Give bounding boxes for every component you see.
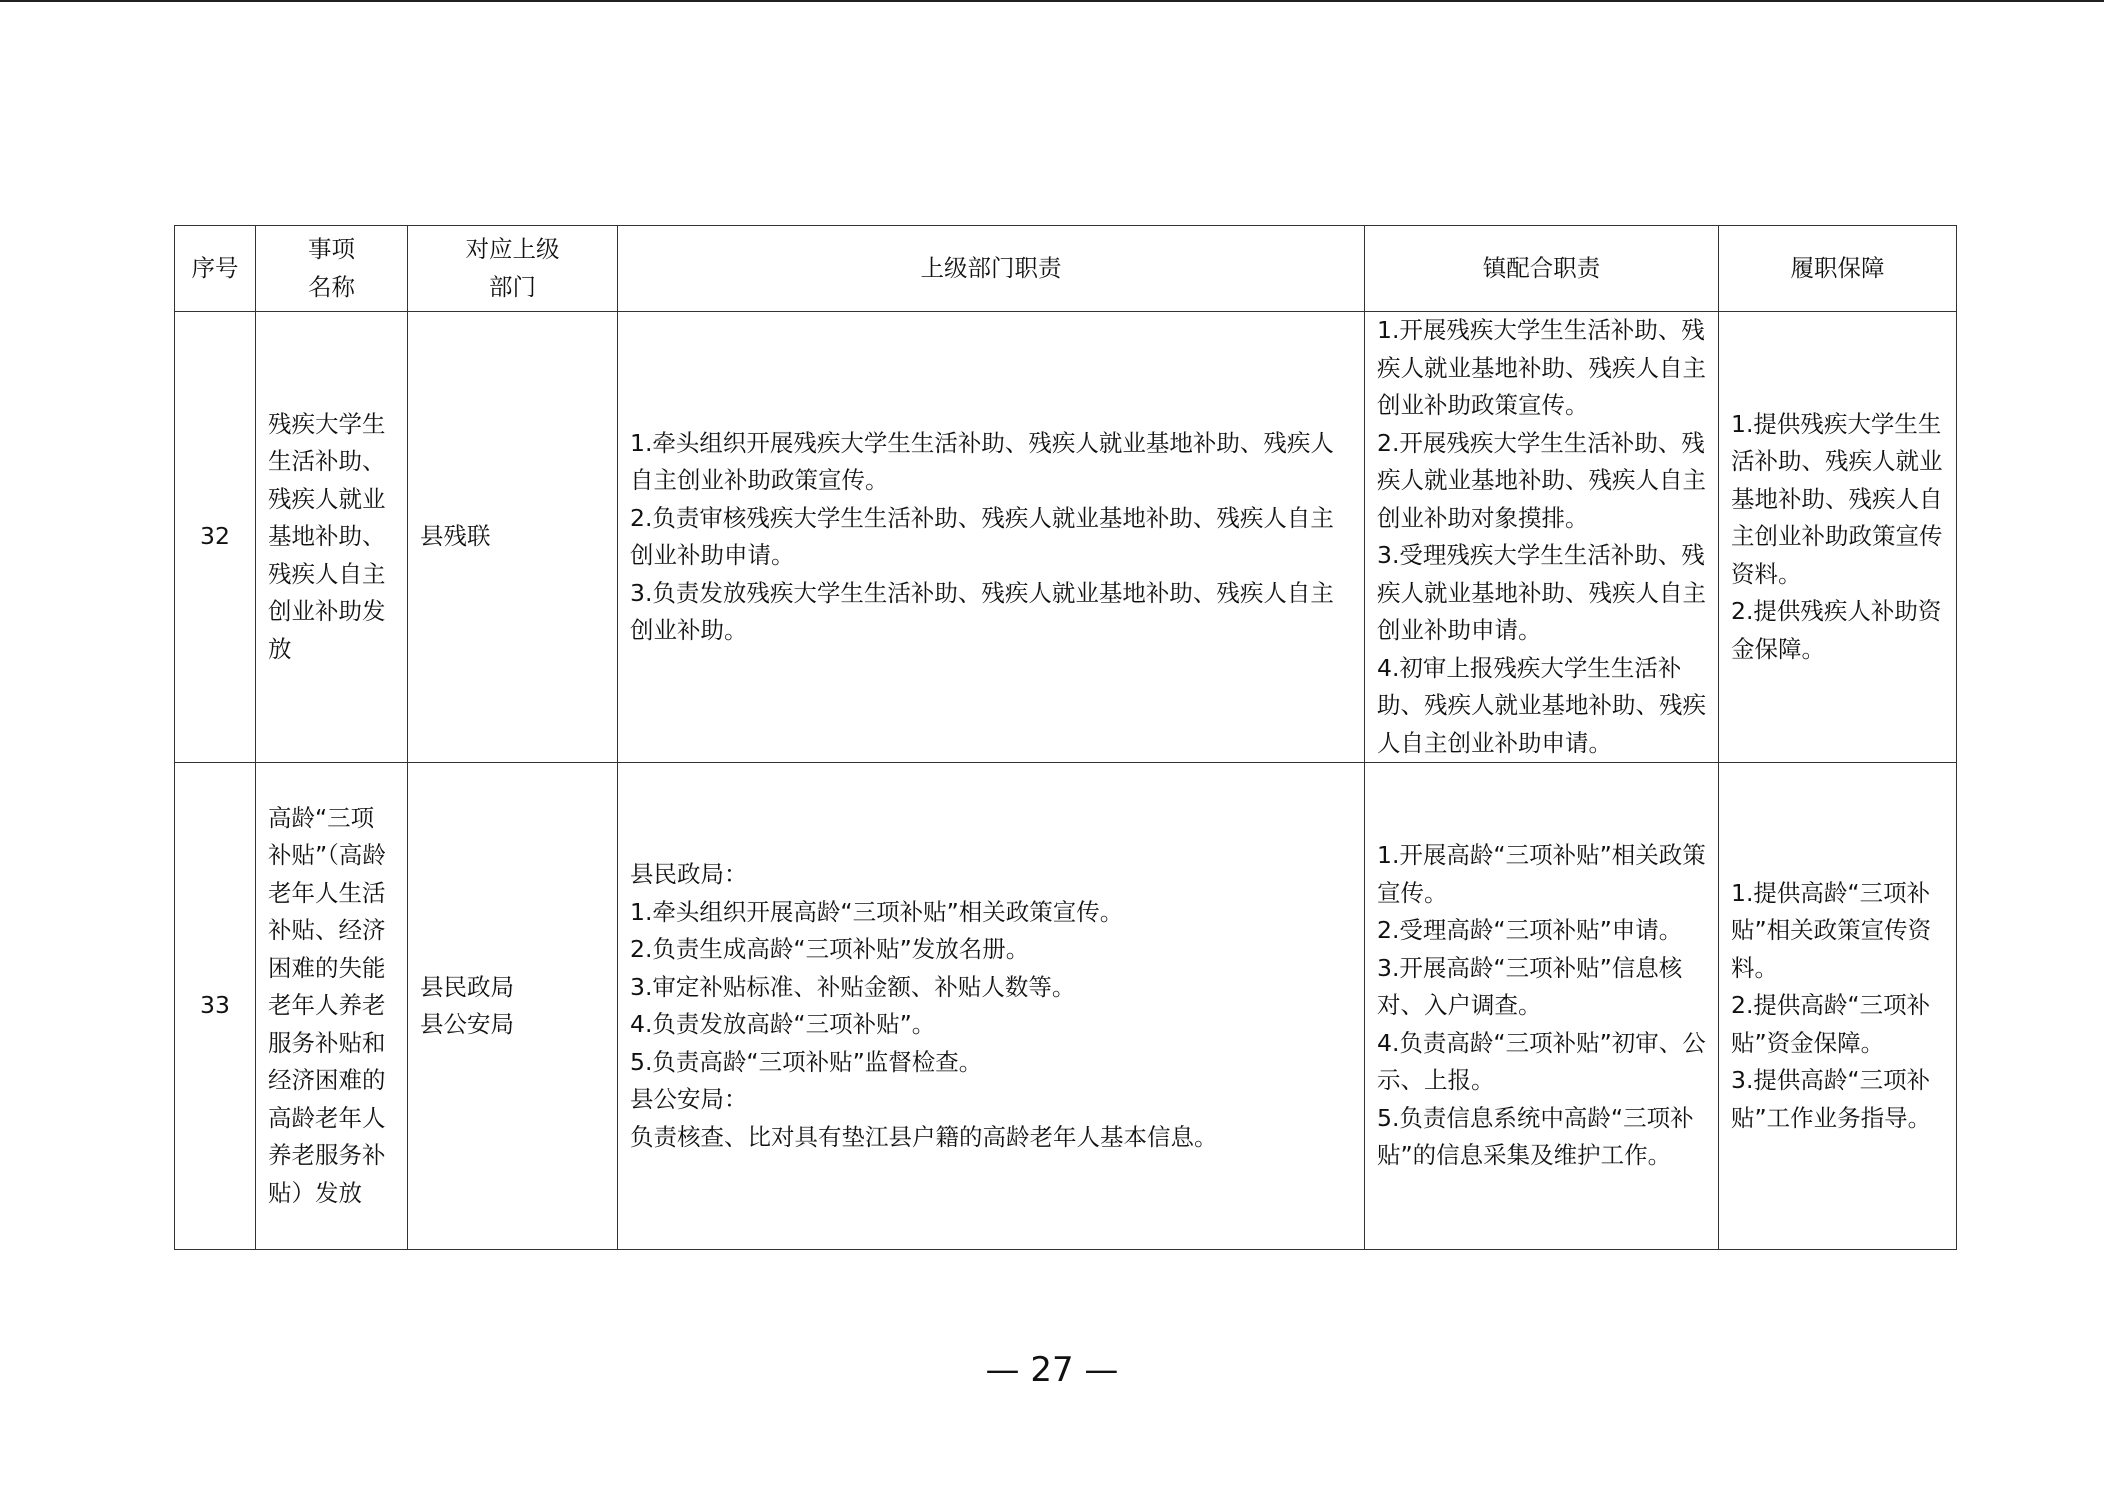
cell-superior-duties: 1.牵头组织开展残疾大学生生活补助、残疾人就业基地补助、残疾人自主创业补助政策宣传。 2.负责审核残疾大学生生活补助、残疾人就业基地补助、残疾人自主创业补助申请。 3.负责发放残疾大学生生活补助、残疾人就业基地补助、残疾人自主创业补助。 [618,312,1365,763]
page-top-border [0,0,2104,2]
cell-department: 县残联 [408,312,618,763]
header-serial-number: 序号 [175,226,256,312]
page-number: — 27 — [985,1350,1119,1390]
table-header-row [175,226,1957,312]
cell-town-duties: 1.开展高龄“三项补贴”相关政策宣传。 2.受理高龄“三项补贴”申请。 3.开展高龄“三项补贴”信息核对、入户调查。 4.负责高龄“三项补贴”初审、公示、上报。 5.负责信息系统中高龄“三项补贴”的信息采集及维护工作。 [1365,763,1719,1250]
table-row [175,763,1957,1250]
cell-department: 县民政局 县公安局 [408,763,618,1250]
table-row [175,312,1957,763]
header-guarantee: 履职保障 [1719,226,1957,312]
header-superior-department: 对应上级 部门 [408,226,618,312]
header-town-duties: 镇配合职责 [1365,226,1719,312]
cell-superior-duties: 县民政局： 1.牵头组织开展高龄“三项补贴”相关政策宣传。 2.负责生成高龄“三项补贴”发放名册。 3.审定补贴标准、补贴金额、补贴人数等。 4.负责发放高龄“三项补贴”。 5.负责高龄“三项补贴”监督检查。 县公安局： 负责核查、比对具有垫江县户籍的高龄老年人基本信息。 [618,763,1365,1250]
cell-guarantee: 1.提供残疾大学生生活补助、残疾人就业基地补助、残疾人自主创业补助政策宣传资料。 2.提供残疾人补助资金保障。 [1719,312,1957,763]
cell-guarantee: 1.提供高龄“三项补贴”相关政策宣传资料。 2.提供高龄“三项补贴”资金保障。 3.提供高龄“三项补贴”工作业务指导。 [1719,763,1957,1250]
cell-item-name: 残疾大学生生活补助、残疾人就业基地补助、残疾人自主创业补助发放 [256,312,408,763]
responsibility-table [174,225,1957,1250]
cell-town-duties: 1.开展残疾大学生生活补助、残疾人就业基地补助、残疾人自主创业补助政策宣传。 2.开展残疾大学生生活补助、残疾人就业基地补助、残疾人自主创业补助对象摸排。 3.受理残疾大学生生活补助、残疾人就业基地补助、残疾人自主创业补助申请。 4.初审上报残疾大学生生活补助、残疾人就业基地补助、残疾人自主创业补助申请。 [1365,312,1719,763]
header-superior-duties: 上级部门职责 [618,226,1365,312]
cell-serial-number: 32 [175,312,256,763]
cell-serial-number: 33 [175,763,256,1250]
header-item-name: 事项 名称 [256,226,408,312]
cell-item-name: 高龄“三项补贴”（高龄老年人生活补贴、经济困难的失能老年人养老服务补贴和经济困难的高龄老年人养老服务补贴）发放 [256,763,408,1250]
